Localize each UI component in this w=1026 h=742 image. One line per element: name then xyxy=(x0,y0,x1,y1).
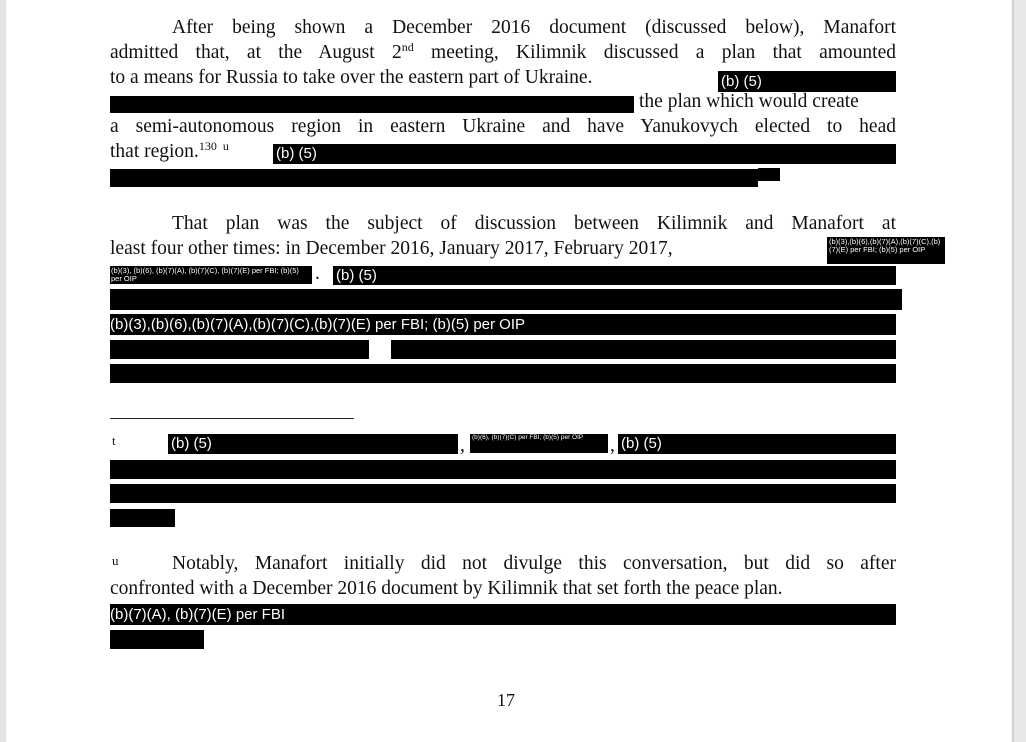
footnote-separator xyxy=(110,418,354,419)
redaction-box xyxy=(110,604,896,625)
redaction-label: (b)(7)(A), (b)(7)(E) per FBI xyxy=(110,606,286,623)
p1-line2 xyxy=(110,40,897,63)
fn-u-line2: confronted with a December 2016 document by Kilimnik that set forth the peace plan. xyxy=(110,578,783,599)
redaction-label: (b)(3),(b)(6),(b)(7)(A),(b)(7)(C),(b)(7)(E) per FBI; (b)(5) per OIP xyxy=(829,237,941,254)
redaction-box xyxy=(110,314,896,335)
footnote-comma: , xyxy=(460,435,465,456)
redaction-box xyxy=(110,96,634,113)
fn-u-line1: Notably, Manafort initially did not divulge this conversation, but did so after xyxy=(172,553,896,574)
redaction-label: (b) (5) xyxy=(336,267,377,284)
redaction-box xyxy=(391,340,896,359)
redaction-label: (b) (5) xyxy=(171,435,212,452)
redaction-box xyxy=(168,434,458,454)
redaction-box xyxy=(110,289,902,310)
footnote-marker-u: u xyxy=(222,139,229,153)
viewer-left-edge xyxy=(0,0,6,742)
redaction-box xyxy=(110,630,204,649)
p1-line2-pre: admitted that, at the August 2 xyxy=(110,42,402,63)
redaction-label: (b) (5) xyxy=(276,145,317,162)
redaction-box xyxy=(110,266,312,284)
redaction-box xyxy=(470,434,608,453)
redaction-box xyxy=(110,364,896,383)
p1-line5: a semi-autonomous region in eastern Ukraine and have Yanukovych elected to head xyxy=(110,116,896,137)
redaction-box xyxy=(273,144,896,164)
p1-line2-post: meeting, Kilimnik discussed a plan that amounted xyxy=(413,42,897,63)
redaction-label: (b)(6), (b)(7)(C) per FBI; (b)(5) per OIP xyxy=(472,434,584,441)
p1-line3: to a means for Russia to take over the eastern part of Ukraine. xyxy=(110,67,593,88)
footnote-marker-t: t xyxy=(112,433,116,448)
redaction-box xyxy=(618,434,896,454)
redaction-box xyxy=(333,266,896,285)
redaction-box xyxy=(110,484,896,503)
p2-line1: That plan was the subject of discussion between Kilimnik and Manafort at xyxy=(172,213,896,234)
redaction-label: (b)(3), (b)(6), (b)(7)(A), (b)(7)(C), (b)(7)(E) per FBI; (b)(5) per OIP xyxy=(111,266,299,283)
viewer-scrollbar-track[interactable] xyxy=(1014,0,1026,742)
redaction-label: (b)(3),(b)(6),(b)(7)(A),(b)(7)(C),(b)(7)(E) per FBI; (b)(5) per OIP xyxy=(110,316,526,333)
redaction-box xyxy=(110,509,175,527)
page-number: 17 xyxy=(497,690,515,710)
redaction-box xyxy=(827,237,945,264)
redaction-box xyxy=(758,168,780,181)
redaction-box xyxy=(110,460,896,479)
p1-line2-sup: nd xyxy=(401,40,414,54)
p1-line1: After being shown a December 2016 document (discussed below), Manafort xyxy=(172,17,896,38)
redaction-label: (b) (5) xyxy=(721,73,762,90)
footnote-comma: , xyxy=(610,435,615,456)
p1-line6-text: that region. xyxy=(110,141,199,162)
p2-line2: least four other times: in December 2016, January 2017, February 2017, xyxy=(110,238,673,259)
p1-line4: the plan which would create xyxy=(639,91,859,112)
p2-period: . xyxy=(315,263,320,284)
p1-line6 xyxy=(110,139,229,162)
redaction-box xyxy=(718,71,896,92)
footnote-ref-130[interactable]: 130 xyxy=(198,139,217,153)
redaction-box xyxy=(110,169,758,187)
footnote-marker-u: u xyxy=(112,553,119,568)
redaction-box xyxy=(110,340,369,359)
redaction-label: (b) (5) xyxy=(621,435,662,452)
